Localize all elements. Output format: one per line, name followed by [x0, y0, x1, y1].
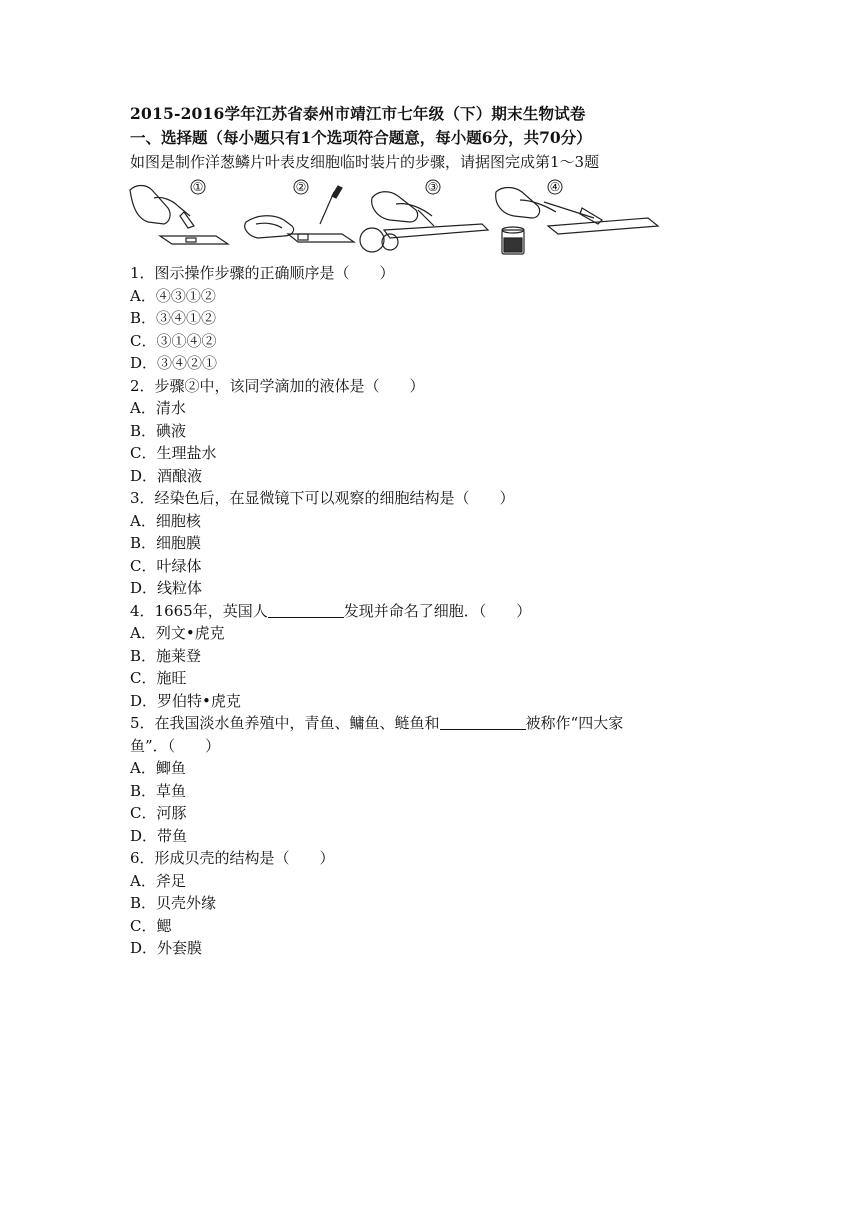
- question-6-stem: 6．形成贝壳的结构是（ ）: [130, 849, 335, 867]
- question-2-stem: 2．步骤②中，该同学滴加的液体是（ ）: [130, 376, 425, 395]
- question-2-option-b: B．碘液: [130, 421, 187, 440]
- question-3-option-d: D．线粒体: [130, 579, 203, 597]
- question-3-option-b: B．细胞膜: [130, 534, 202, 552]
- question-4-stem-start: 4．1665年，英国人: [130, 601, 268, 620]
- question-5-stem-start: 5．在我国淡水鱼养殖中，青鱼、鳙鱼、鲢鱼和: [130, 714, 440, 732]
- question-2-option-d: D．酒酿液: [130, 466, 203, 485]
- question-4-stem: [130, 600, 750, 623]
- page-title: 2015-2016学年江苏省泰州市靖江市七年级（下）期末生物试卷: [130, 104, 586, 123]
- step-label-2: ②: [295, 180, 307, 194]
- step-label-3: ③: [427, 180, 439, 194]
- question-3-option-c: C．叶绿体: [130, 556, 202, 575]
- section-heading: 一、选择题（每小题只有1个选项符合题意，每小题6分，共70分）: [130, 128, 592, 147]
- step-label-4: ④: [549, 180, 561, 194]
- question-5-option-d: D．带鱼: [130, 826, 188, 845]
- question-6-option-c: C．鳃: [130, 916, 172, 935]
- step-2-illustration: [245, 186, 354, 242]
- question-1-option-a: A．④③①②: [130, 286, 216, 305]
- question-4-option-d: D．罗伯特•虎克: [130, 691, 241, 710]
- answer-blank: [268, 603, 344, 618]
- figure-intro: 如图是制作洋葱鳞片叶表皮细胞临时装片的步骤，请据图完成第1～3题: [130, 153, 600, 171]
- question-6-option-b: B．贝壳外缘: [130, 894, 217, 912]
- question-4-option-a: A．列文•虎克: [130, 624, 225, 642]
- question-1-option-c: C．③①④②: [130, 331, 217, 350]
- answer-blank: [440, 715, 526, 730]
- question-5-option-a: A．鲫鱼: [130, 759, 186, 777]
- question-6-option-d: D．外套膜: [130, 939, 203, 957]
- question-5-option-c: C．河豚: [130, 804, 187, 822]
- question-3-option-a: A．细胞核: [130, 511, 201, 530]
- step-1-illustration: [130, 186, 228, 245]
- question-5-stem-end: 被称作“四大家: [525, 714, 624, 732]
- question-list: [130, 262, 750, 960]
- step-3-illustration: [360, 192, 488, 252]
- question-4-option-c: C．施旺: [130, 669, 187, 687]
- question-4-option-b: B．施莱登: [130, 646, 202, 665]
- question-5-stem: [130, 712, 750, 735]
- question-1-option-b: B．③④①②: [130, 309, 217, 327]
- step-4-illustration: [496, 188, 658, 255]
- question-2-option-c: C．生理盐水: [130, 444, 217, 462]
- question-5-option-b: B．草鱼: [130, 781, 187, 800]
- question-2-option-a: A．清水: [130, 399, 186, 417]
- question-4-stem-end: 发现并命名了细胞．（ ）: [343, 601, 532, 620]
- question-3-stem: 3．经染色后，在显微镜下可以观察的细胞结构是（ ）: [130, 489, 515, 507]
- question-1-option-d: D．③④②①: [130, 354, 218, 372]
- question-1-stem: 1．图示操作步骤的正确顺序是（ ）: [130, 264, 395, 282]
- question-6-option-a: A．斧足: [130, 871, 186, 890]
- slide-preparation-figure: [128, 178, 708, 260]
- question-5-stem-continued: 鱼”．（ ）: [130, 736, 221, 755]
- step-label-1: ①: [192, 180, 204, 194]
